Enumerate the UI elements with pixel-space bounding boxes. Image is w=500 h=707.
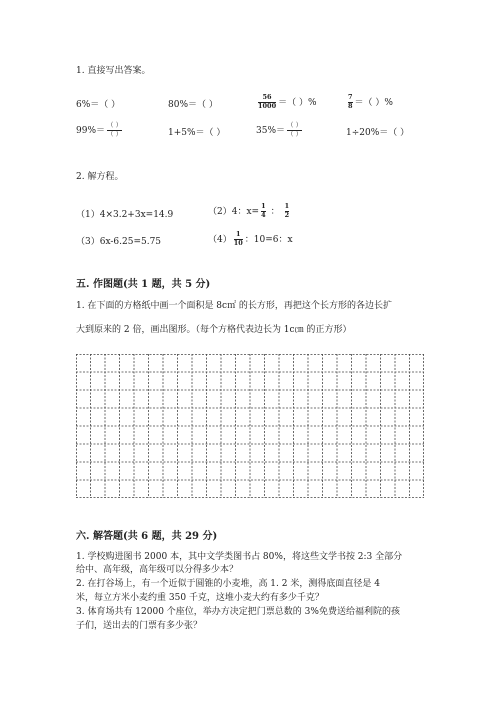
fraction-numerator: 1 <box>261 202 266 210</box>
word-problem-2-line1: 2. 在打谷场上，有一个近似于圆锥的小麦堆，高 1. 2 米，测得底面直径是 4 <box>76 579 380 589</box>
equation-text: （4） <box>208 235 232 246</box>
ratio-colon: ： <box>270 207 280 218</box>
q-1-plus-5-percent: 1+5%＝（ ） <box>168 128 226 138</box>
word-problem-2-line2: 米，每立方米小麦约重 350 千克，这堆小麦大约有多少千克？ <box>76 593 324 603</box>
fraction-numerator: 7 <box>348 93 353 101</box>
fraction-numerator: 1 <box>284 202 290 210</box>
expression-text: 99%＝ <box>76 126 106 137</box>
q-80-percent: 80%＝（ ） <box>168 100 218 110</box>
expression-text: 35%＝ <box>256 126 286 137</box>
q-6-percent: 6%＝（ ） <box>76 100 121 110</box>
fraction-numerator: 1 <box>235 230 241 238</box>
drawing-question-line2: 大到原来的 2 倍，画出图形。（每个方格代表边长为 1c㎝ 的正方形） <box>76 325 352 335</box>
fraction-7-8 <box>348 94 353 110</box>
fraction-1-2 <box>285 203 290 219</box>
answer-blank: ＝（ ）% <box>354 98 393 109</box>
fraction-numerator: （ ） <box>107 121 123 129</box>
q-1-div-20-percent: 1÷20%＝（ ） <box>346 128 410 138</box>
word-problem-3-line2: 子们，送出去的门票有多少张？ <box>76 621 203 631</box>
word-problem-3-line1: 3. 体育场共有 12000 个座位，举办方决定把门票总数的 3%免费送给福利院的孩 <box>76 607 400 617</box>
fraction-numerator: （ ） <box>287 121 303 129</box>
fraction-denominator: 8 <box>348 102 353 111</box>
blank-fraction <box>107 122 122 138</box>
equation-text: ：10=6：x <box>244 235 293 246</box>
equation-4 <box>208 231 293 247</box>
section1-heading: 1. 直接写出答案。 <box>76 66 151 76</box>
q-99-percent <box>76 122 124 138</box>
q-56-over-1000 <box>256 94 317 110</box>
fraction-denominator: 10 <box>233 239 243 248</box>
q-7-over-8 <box>346 94 393 110</box>
section6-heading: 六. 解答题(共 6 题，共 29 分) <box>76 531 218 542</box>
word-problem-1-line2: 给中、高年级，高年级可以分得多少本？ <box>76 565 239 575</box>
equation-2 <box>208 203 291 219</box>
fraction-56-1000 <box>258 94 276 110</box>
fraction-denominator: 4 <box>261 211 266 220</box>
q-35-percent <box>256 122 304 138</box>
blank-fraction <box>287 122 302 138</box>
equation-3: （3）6x-6.25=5.75 <box>76 237 162 247</box>
fraction-denominator: （ ） <box>107 130 123 139</box>
fraction-denominator: 1000 <box>258 102 277 111</box>
answer-blank: ＝（ ）% <box>278 98 317 109</box>
fraction-1-4 <box>261 203 266 219</box>
drawing-question-line1: 1. 在下面的方格纸中画一个面积是 8c㎡ 的长方形，再把这个长方形的各边长扩 <box>76 301 392 311</box>
fraction-numerator: 56 <box>262 93 272 101</box>
section5-heading: 五. 作图题(共 1 题，共 5 分) <box>76 279 211 290</box>
equation-text: （2）4：x= <box>208 207 260 218</box>
equation-1: （1）4×3.2+3x=14.9 <box>76 210 174 220</box>
fraction-denominator: （ ） <box>287 130 303 139</box>
fraction-denominator: 2 <box>284 211 290 220</box>
section2-heading: 2. 解方程。 <box>76 172 124 182</box>
square-grid[interactable] <box>76 354 424 498</box>
word-problem-1-line1: 1. 学校购进图书 2000 本，其中文学类图书占 80%，将这些文学书按 2:3 全部分 <box>76 552 403 562</box>
fraction-1-10 <box>234 231 243 247</box>
